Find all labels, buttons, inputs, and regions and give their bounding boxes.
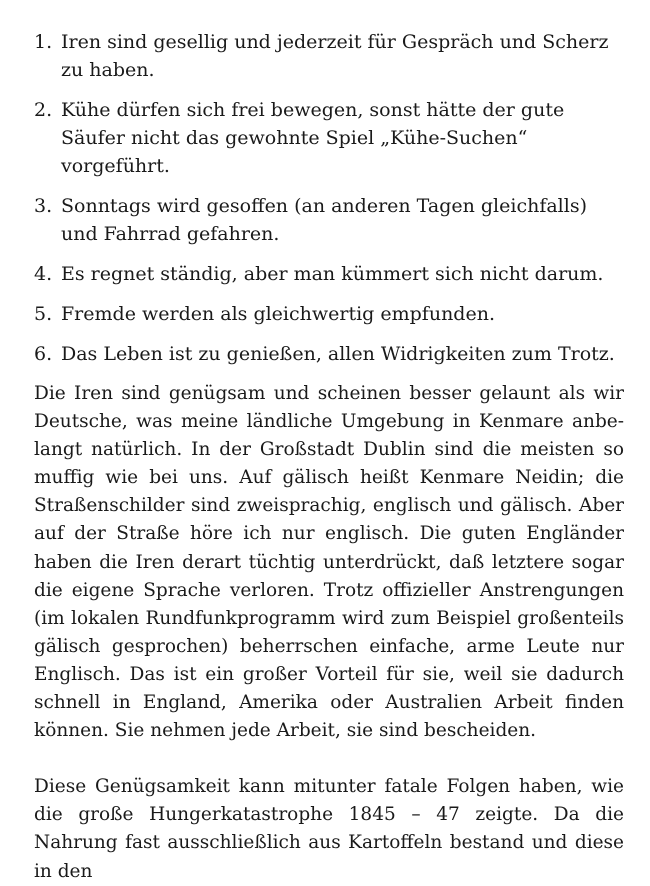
list-item-number: 6.: [34, 343, 53, 365]
list-item: [34, 300, 624, 328]
list-item-number: 2.: [34, 99, 53, 121]
list-item: [34, 192, 624, 248]
list-item-text: Fremde werden als gleichwertig empfunden.: [61, 303, 495, 325]
list-item-text: Sonntags wird gesoffen (an anderen Tagen gleichfalls) und Fahrrad gefahren.: [61, 195, 587, 245]
list-item: [34, 28, 624, 84]
list-item-number: 1.: [34, 31, 53, 53]
list-item: [34, 260, 624, 288]
list-item-number: 4.: [34, 263, 53, 285]
list-item: [34, 340, 624, 368]
body-paragraph: Diese Genügsamkeit kann mitunter fatale Folgen haben, wie die große Hungerkatastrophe 1845 – 47 zeigte. Da die Nahrung fast ausschließlich aus Kartoffeln bestand und diese in den: [34, 776, 624, 882]
numbered-list: [34, 28, 624, 368]
list-item-text: Das Leben ist zu genießen, allen Widrigkeiten zum Trotz.: [61, 343, 615, 365]
list-item-number: 3.: [34, 195, 53, 217]
list-item: [34, 96, 624, 180]
list-item-text: Kühe dürfen sich frei bewegen, sonst hätte der gute Säufer nicht das gewohnte Spiel „Kühe-Suchen“ vorgeführt.: [61, 99, 565, 177]
body-paragraph: Die Iren sind genügsam und scheinen besser gelaunt als wir Deutsche, was meine ländliche Umgebung in Kenmare anbelangt natürlich. In der Großstadt Dublin sind die meisten so muffig wie bei uns. Auf gälisch heißt Kenmare Neidin; die Straßenschilder sind zweisprachig, englisch und gälisch. Aber auf der Straße höre ich nur englisch. Die guten Engländer haben die Iren derart tüchtig unterdrückt, daß letztere sogar die eigene Sprache verloren. Trotz offizieller Anstrengungen (im lokalen Rundfunkprogramm wird zum Beispiel großenteils gälisch gesprochen) beherrschen einfache, arme Leute nur Englisch. Das ist ein großer Vorteil für sie, weil sie dadurch schnell in England, Amerika oder Australien Arbeit finden können. Sie nehmen jede Arbeit, sie sind bescheiden.: [34, 383, 624, 742]
list-item-text: Iren sind gesellig und jederzeit für Gespräch und Scherz zu haben.: [61, 31, 609, 81]
list-item-text: Es regnet ständig, aber man kümmert sich nicht darum.: [61, 263, 604, 285]
list-item-number: 5.: [34, 303, 53, 325]
